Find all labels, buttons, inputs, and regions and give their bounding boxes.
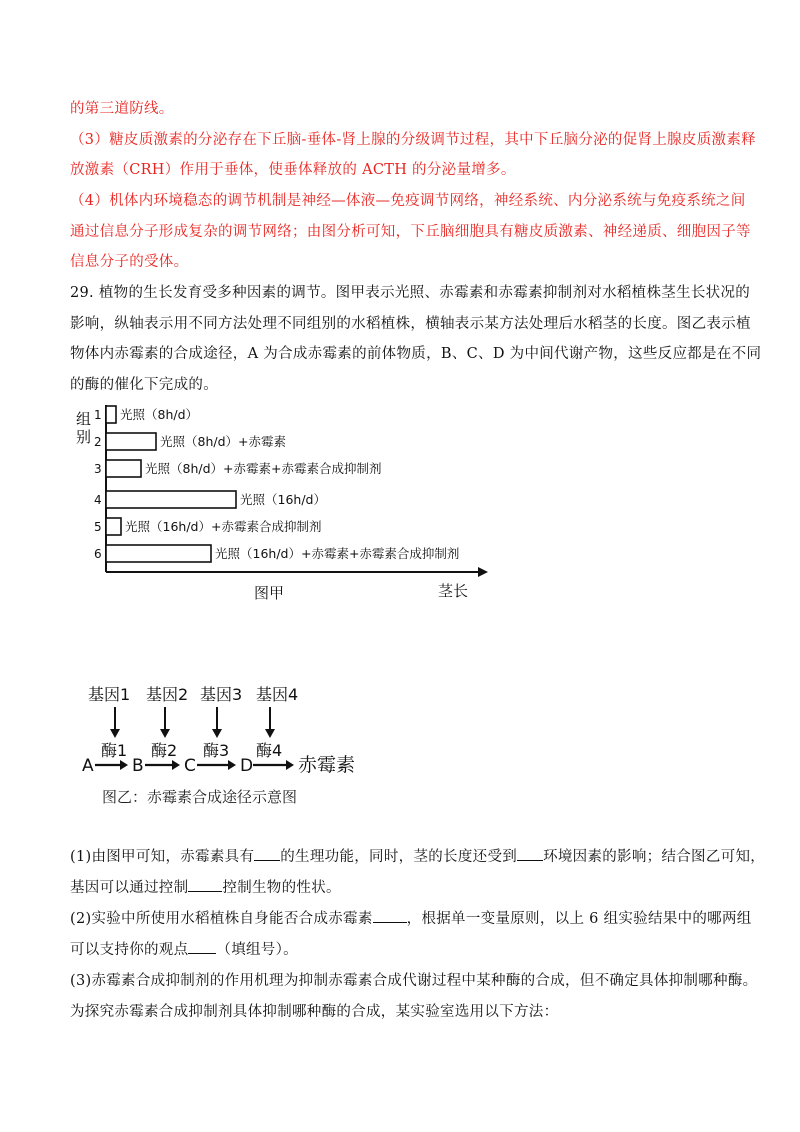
- group-bar-2: [106, 433, 156, 450]
- pathway-arrowhead-1: [120, 760, 128, 770]
- answer-line-1: 的第三道防线。: [70, 101, 174, 117]
- answer-line-3: 放激素（CRH）作用于垂体，使垂体释放的 ACTH 的分泌量增多。: [70, 162, 516, 178]
- gene-label-3: 基因3: [200, 685, 243, 704]
- q2-text-b: ，根据单一变量原则，以上 6 组实验结果中的哪两组: [406, 911, 752, 927]
- group-number-3: 3: [94, 462, 102, 476]
- question-29-line-2: 影响，纵轴表示用不同方法处理不同组别的水稻植株，横轴表示某方法处理后水稻茎的长度。图乙表示植: [70, 316, 751, 332]
- q2-blank-1[interactable]: [373, 908, 407, 923]
- substance-1: A: [82, 756, 94, 776]
- group-number-2: 2: [94, 435, 102, 449]
- enzyme-label-4: 酶4: [256, 741, 283, 760]
- gene-arrowhead-4: [265, 729, 275, 738]
- q1-text-b: 的生理功能，同时，茎的长度还受到: [280, 849, 518, 865]
- question-29-line-3: 物体内赤霉素的合成途径，A 为合成赤霉素的前体物质，B、C、D 为中间代谢产物，这些反应都是在不同: [70, 346, 762, 362]
- q1-blank-2[interactable]: [517, 846, 543, 861]
- q1-text-c: 环境因素的影响；结合图乙可知，: [543, 849, 766, 865]
- enzyme-label-3: 酶3: [203, 741, 230, 760]
- figure-jia-x-arrow: [478, 567, 488, 577]
- group-label-4: 光照（16h/d）: [240, 492, 326, 507]
- gene-label-1: 基因1: [88, 685, 131, 704]
- substance-2: B: [132, 756, 144, 776]
- figure-jia: [0, 400, 800, 620]
- question-29-line-1: 29. 植物的生长发育受多种因素的调节。图甲表示光照、赤霉素和赤霉素抑制剂对水稻植株茎生长状况的: [70, 285, 751, 301]
- group-bar-1: [106, 406, 116, 423]
- figure-yi-caption: 图乙：赤霉素合成途径示意图: [102, 788, 298, 806]
- sub-question-3-line-1: (3)赤霉素合成抑制剂的作用机理为抑制赤霉素合成代谢过程中某种酶的合成，但不确定具体抑制哪种酶。: [70, 973, 758, 989]
- figure-jia-y-label-1: 组: [76, 410, 92, 428]
- answer-line-4: （4）机体内环境稳态的调节机制是神经—体液—免疫调节网络，神经系统、内分泌系统与免疫系统之间: [70, 193, 746, 209]
- sub-question-1-line-2: [70, 876, 341, 897]
- gene-arrowhead-3: [212, 729, 222, 738]
- q1-text-e: 控制生物的性状。: [222, 880, 341, 896]
- q2-text-d: （填组号）。: [216, 942, 298, 958]
- sub-question-3-line-2: 为探究赤霉素合成抑制剂具体抑制哪种酶的合成，某实验室选用以下方法：: [70, 1004, 559, 1020]
- question-29-line-4: 的酶的催化下完成的。: [70, 377, 218, 393]
- group-number-6: 6: [94, 547, 102, 561]
- q1-text-a: (1)由图甲可知，赤霉素具有: [70, 849, 255, 865]
- group-number-5: 5: [94, 520, 102, 534]
- group-label-6: 光照（16h/d）+赤霉素+赤霉素合成抑制剂: [215, 546, 460, 561]
- figure-jia-x-label: 茎长: [438, 582, 469, 600]
- sub-question-1-line-1: [70, 845, 765, 866]
- figure-jia-caption: 图甲: [254, 584, 285, 602]
- group-label-1: 光照（8h/d）: [120, 407, 199, 422]
- group-label-3: 光照（8h/d）+赤霉素+赤霉素合成抑制剂: [145, 461, 382, 476]
- figure-yi: [0, 680, 800, 810]
- enzyme-label-1: 酶1: [101, 741, 128, 760]
- group-bar-6: [106, 545, 211, 562]
- answer-line-5: 通过信息分子形成复杂的调节网络；由图分析可知，下丘脑细胞具有糖皮质激素、神经递质、细胞因子等: [70, 224, 751, 240]
- group-bar-4: [106, 491, 236, 508]
- enzyme-label-2: 酶2: [151, 741, 178, 760]
- sub-question-2-line-2: [70, 938, 298, 959]
- q2-blank-2[interactable]: [188, 939, 216, 954]
- q2-text-a: (2)实验中所使用水稻植株自身能否合成赤霉素: [70, 911, 373, 927]
- substance-4: D: [240, 756, 254, 776]
- group-label-5: 光照（16h/d）+赤霉素合成抑制剂: [125, 519, 322, 534]
- group-bar-3: [106, 460, 141, 477]
- q2-text-c: 可以支持你的观点: [70, 942, 189, 958]
- gene-arrowhead-2: [160, 729, 170, 738]
- gene-arrowhead-1: [110, 729, 120, 738]
- group-bar-5: [106, 518, 121, 535]
- q1-blank-1[interactable]: [254, 846, 280, 861]
- gene-label-2: 基因2: [146, 685, 189, 704]
- substance-3: C: [184, 756, 196, 776]
- substance-5: 赤霉素: [298, 754, 356, 776]
- group-number-4: 4: [94, 493, 102, 507]
- q1-text-d: 基因可以通过控制: [70, 880, 189, 896]
- group-number-1: 1: [94, 408, 102, 422]
- pathway-arrowhead-4: [286, 760, 294, 770]
- figure-jia-y-label-2: 别: [76, 428, 92, 446]
- group-label-2: 光照（8h/d）+赤霉素: [160, 434, 286, 449]
- gene-label-4: 基因4: [256, 685, 299, 704]
- q1-blank-3[interactable]: [188, 877, 222, 892]
- answer-line-6: 信息分子的受体。: [70, 254, 189, 270]
- pathway-arrowhead-2: [172, 760, 180, 770]
- sub-question-2-line-1: [70, 907, 752, 928]
- answer-line-2: （3）糖皮质激素的分泌存在下丘脑-垂体-肾上腺的分级调节过程，其中下丘脑分泌的促肾上腺皮质激素释: [70, 132, 756, 148]
- pathway-arrowhead-3: [228, 760, 236, 770]
